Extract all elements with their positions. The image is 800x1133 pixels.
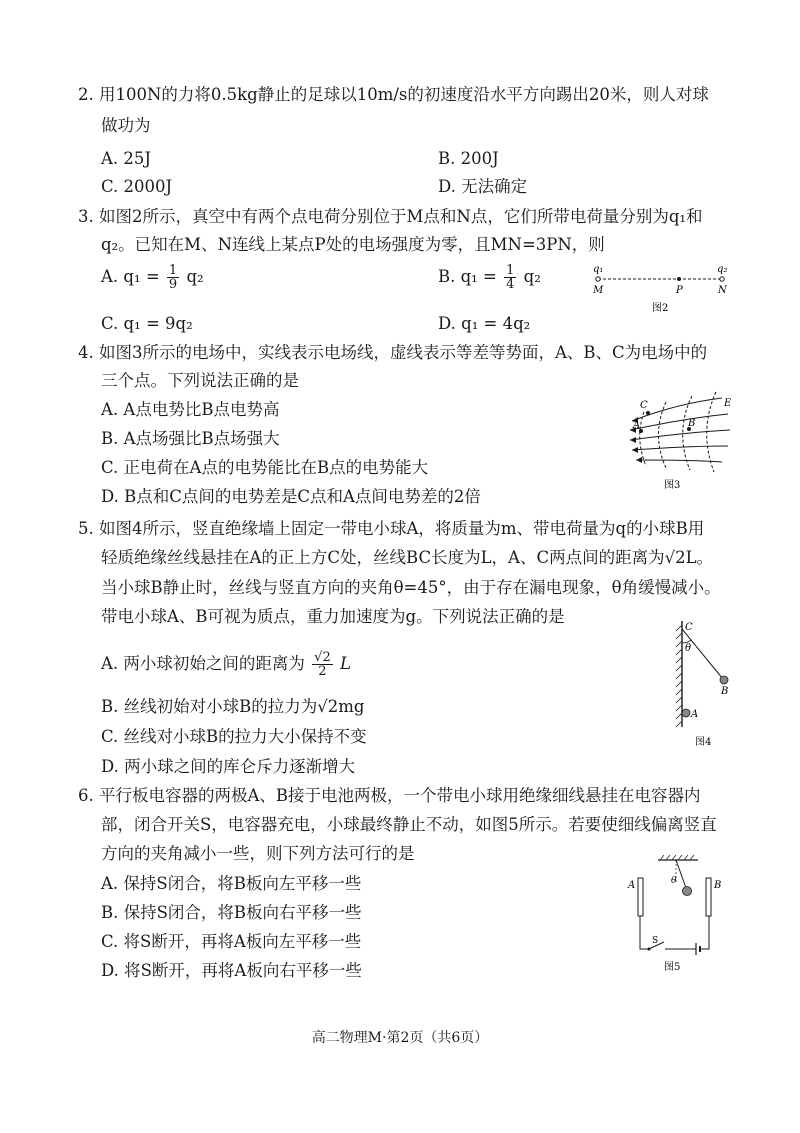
q6-option-a: A. 保持S闭合，将B板向左平移一些 [101,874,362,893]
q6-stem-line1: 6. 平行板电容器的两极A、B接于电池两极，一个带电小球用绝缘细线悬挂在电容器内 [78,786,701,805]
q2-option-d: D. 无法确定 [438,177,528,196]
fig4-caption: 图4 [695,737,712,748]
q3-option-b-fraction [504,264,516,291]
fig2-point-m [596,277,600,281]
fig4-label-c: C [685,622,693,633]
figure-4 [665,617,745,752]
fig5-ceiling-hatch [660,855,694,860]
fig5-label-a: A [628,880,636,891]
fig3-arrow-4 [632,447,638,453]
q4-option-b: B. A点场强比B点场强大 [101,429,280,448]
fig5-wire-right [700,916,709,949]
q3-option-a [101,264,204,291]
fig2-point-p [677,277,681,281]
fig4-thread [682,629,723,679]
q2-stem-line2: 做功为 [101,116,151,135]
fig4-ball-b [720,676,728,684]
fig5-label-s: S [652,936,659,946]
q4-stem-line1: 4. 如图3所示的电场中，实线表示电场线，虚线表示等差等势面，A、B、C为电场中的 [78,343,708,362]
q3-option-a-suffix: q₂ [186,267,204,286]
fig3-field-line-4 [632,446,728,450]
q3-option-b-suffix: q₂ [523,267,541,286]
fig3-arrow-5 [636,457,642,463]
fig4-ball-a [682,709,690,717]
fig5-label-theta: θ [671,876,677,886]
q3-stem-line1: 3. 如图2所示，真空中有两个点电荷分别位于M点和N点，它们所带电荷量分别为q₁和 [78,207,703,226]
q5-option-a-den: 2 [318,664,327,679]
q5-option-b: B. 丝线初始对小球B的拉力为√2mg [101,697,365,716]
q3-option-d: D. q₁ = 4q₂ [438,314,531,333]
fig3-equipotential-4 [707,392,716,472]
fig4-label-theta: θ [685,643,692,654]
q2-option-b: B. 200J [438,149,499,168]
q6-option-d: D. 将S断开，再将A板向右平移一些 [101,961,362,980]
fig3-caption: 图3 [664,480,681,491]
q5-option-a-fraction [312,651,333,678]
q6-stem-line2: 部，闭合开关S，电容器充电，小球最终静止不动，如图5所示。若要使细线偏离竖直 [101,815,717,834]
q6-stem-line3: 方向的夹角减小一些，则下列方法可行的是 [101,844,415,863]
q6-option-c: C. 将S断开，再将A板向左平移一些 [101,932,362,951]
fig3-label-a: A [633,420,641,431]
q3-option-b [438,264,541,291]
fig3-label-b: B [688,418,696,429]
q5-option-c: C. 丝线对小球B的拉力大小保持不变 [101,727,367,746]
q5-option-a-prefix: A. 两小球初始之间的距离为 [101,654,305,673]
q3-option-a-den: 9 [168,277,178,292]
fig4-label-a: A [691,709,699,720]
q5-option-a [101,651,351,678]
figure-5 [610,852,740,977]
q2-option-a: A. 25J [101,149,152,168]
fig2-point-n [720,277,724,281]
q4-option-a: A. A点电势比B点电势高 [101,400,280,419]
fig5-ball [683,887,692,896]
fig4-label-b: B [721,686,729,697]
q4-stem-line2: 三个点。下列说法正确的是 [101,371,299,390]
fig2-label-q2: q₂ [717,264,728,275]
q3-option-b-num: 1 [506,263,515,278]
q5-stem-line4: 带电小球A、B可视为质点，重力加速度为g。下列说法正确的是 [101,607,565,626]
figure-3 [610,384,745,494]
q4-option-c: C. 正电荷在A点的电势能比在B点的电势能大 [101,458,429,477]
q2-option-c: C. 2000J [101,177,173,196]
fig4-wall-hatch [676,625,682,727]
q5-stem-line1: 5. 如图4所示，竖直绝缘墙上固定一带电小球A，将质量为m、带电荷量为q的小球B用 [78,519,705,538]
q6-option-b: B. 保持S闭合，将B板向右平移一些 [101,903,362,922]
q2-stem-line1: 2. 用100N的力将0.5kg静止的足球以10m/s的初速度沿水平方向踢出20米，则人对球 [78,85,709,104]
q5-option-d: D. 两小球之间的库仑斥力逐渐增大 [101,757,356,776]
fig2-label-n: N [718,285,727,296]
q5-option-a-num: √2 [314,650,331,665]
figure-2 [590,262,740,324]
fig3-arrow-3 [630,437,636,443]
fig3-field-line-5 [636,460,722,462]
fig5-wire-left [640,916,648,949]
fig3-label-c: C [640,400,648,411]
q3-stem-line2: q₂。已知在M、N连线上某点P处的电场强度为零，且MN=3PN，则 [101,235,605,254]
fig2-label-q1: q₁ [593,264,604,275]
q5-stem-line3: 当小球B静止时，丝线与竖直方向的夹角θ=45°，由于存在漏电现象，θ角缓慢减小。 [101,578,721,597]
q3-option-c: C. q₁ = 9q₂ [101,314,193,333]
page-footer: 高二物理M·第2页（共6页） [311,1030,489,1046]
fig5-caption: 图5 [664,962,681,973]
fig2-label-m: M [593,285,604,296]
q3-option-a-prefix: A. q₁ = [101,267,160,286]
fig3-label-e: E [724,398,732,409]
q5-option-a-suffix: L [339,654,351,673]
fig5-plate-a [638,878,643,916]
q3-option-b-den: 4 [506,277,515,292]
q4-option-d: D. B点和C点间的电势差是C点和A点间电势差的2倍 [101,487,481,506]
q5-stem-line2: 轻质绝缘丝线悬挂在A的正上方C处，丝线BC长度为L，A、C两点间的距离为√2L。 [101,548,714,567]
fig3-field-line-3 [630,430,730,440]
fig5-label-b: B [714,880,722,891]
fig2-caption: 图2 [652,303,669,314]
fig5-plate-b [706,878,711,916]
q3-option-b-prefix: B. q₁ = [438,267,497,286]
fig3-equipotential-2 [659,402,667,468]
fig3-point-c [646,411,650,415]
fig2-label-p: P [676,285,683,296]
q3-option-a-fraction [167,264,179,291]
q3-option-a-num: 1 [168,263,178,278]
fig5-thread [676,860,686,888]
